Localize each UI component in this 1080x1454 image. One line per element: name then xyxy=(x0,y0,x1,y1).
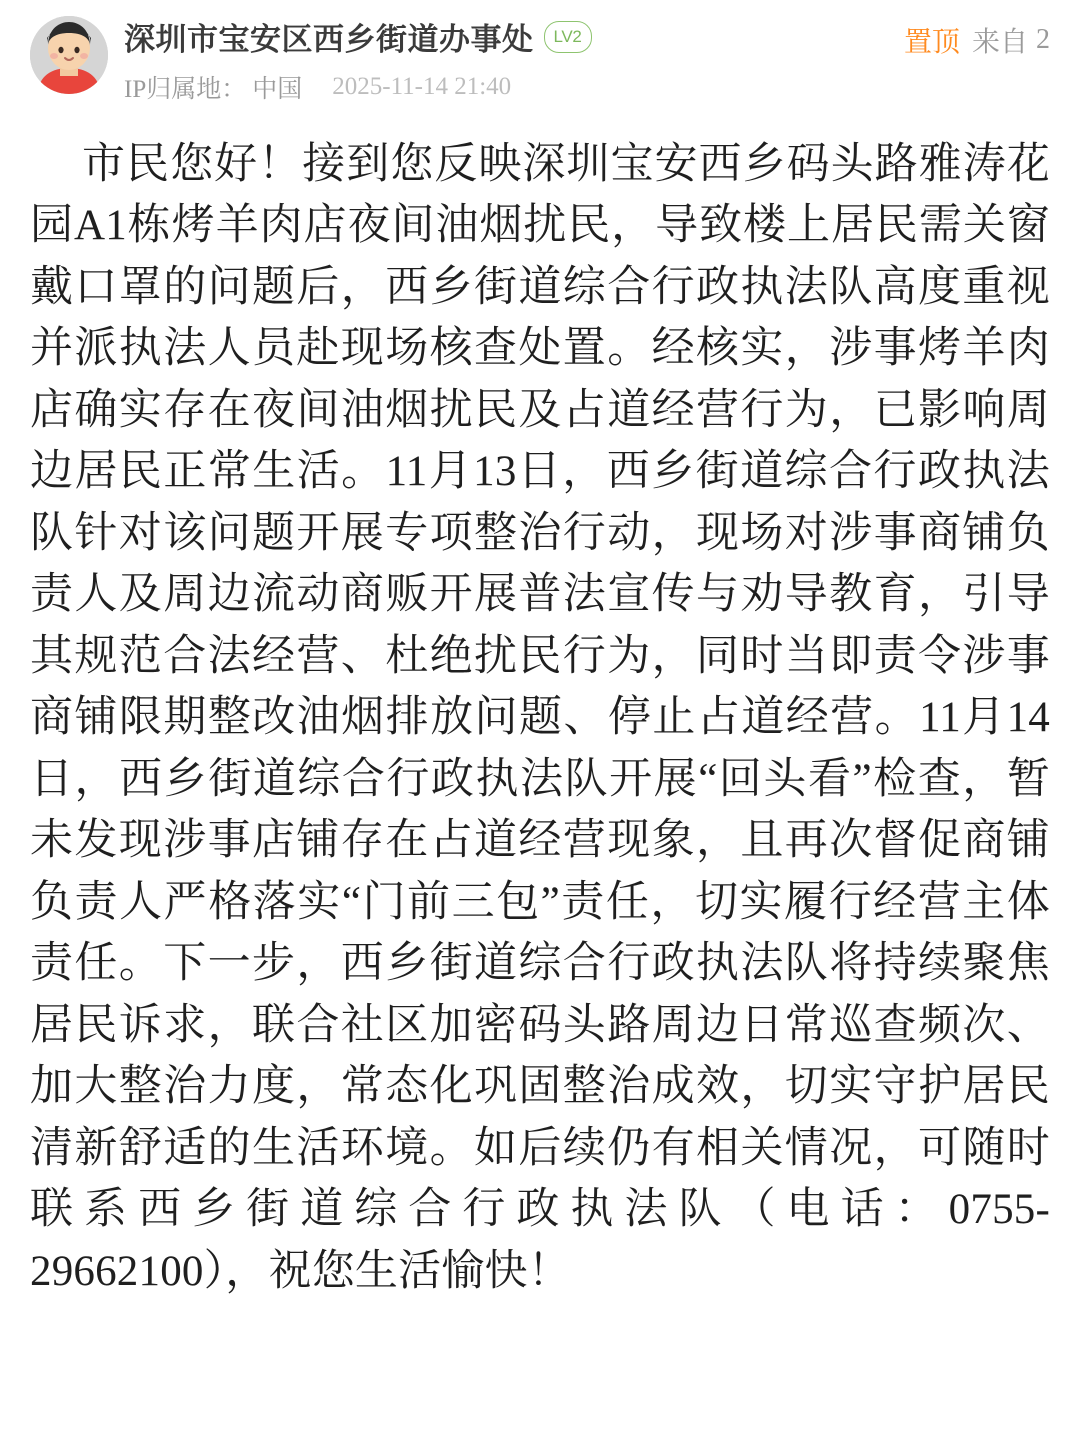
pinned-badge: 置顶 xyxy=(903,27,960,58)
source-label: 来自 xyxy=(971,27,1028,58)
avatar[interactable] xyxy=(30,16,108,94)
user-avatar-cartoon-icon xyxy=(30,16,108,94)
timestamp: 2025-11-14 21:40 xyxy=(332,73,512,100)
author-name[interactable]: 深圳市宝安区西乡街道办事处 xyxy=(124,22,534,57)
header-right-block xyxy=(904,20,1050,60)
post-meta xyxy=(124,69,1050,105)
ip-location-value: 中国 xyxy=(252,76,303,103)
post-content: 市民您好！接到您反映深圳宝安西乡码头路雅涛花园A1栋烤羊肉店夜间油烟扰民，导致楼上居民需关窗戴口罩的问题后，西乡街道综合行政执法队高度重视并派执法人员赴现场核查处置。经核实，涉事烤羊肉店确实存在夜间油烟扰民及占道经营行为，已影响周边居民正常生活。11月13日，西乡街道综合行政执法队针对该问题开展专项整治行动，现场对涉事商铺负责人及周边流动商贩开展普法宣传与劝导教育，引导其规范合法经营、杜绝扰民行为，同时当即责令涉事商铺限期整改油烟排放问题、停止占道经营。11月14日，西乡街道综合行政执法队开展“回头看”检查，暂未发现涉事店铺存在占道经营现象，且再次督促商铺负责人严格落实“门前三包”责任，切实履行经营主体责任。下一步，西乡街道综合行政执法队将持续聚焦居民诉求，联合社区加密码头路周边日常巡查频次、加大整治力度，常态化巩固整治成效，切实守护居民清新舒适的生活环境。如后续仍有相关情况，可随时联系西乡街道综合行政执法队（电话：0755-29662100），祝您生活愉快！ xyxy=(30,141,1050,1295)
ip-location-label: IP归属地： xyxy=(124,76,247,103)
source-value: 2 xyxy=(1036,24,1050,55)
post-header xyxy=(30,14,1050,110)
level-badge: LV2 xyxy=(544,21,592,53)
